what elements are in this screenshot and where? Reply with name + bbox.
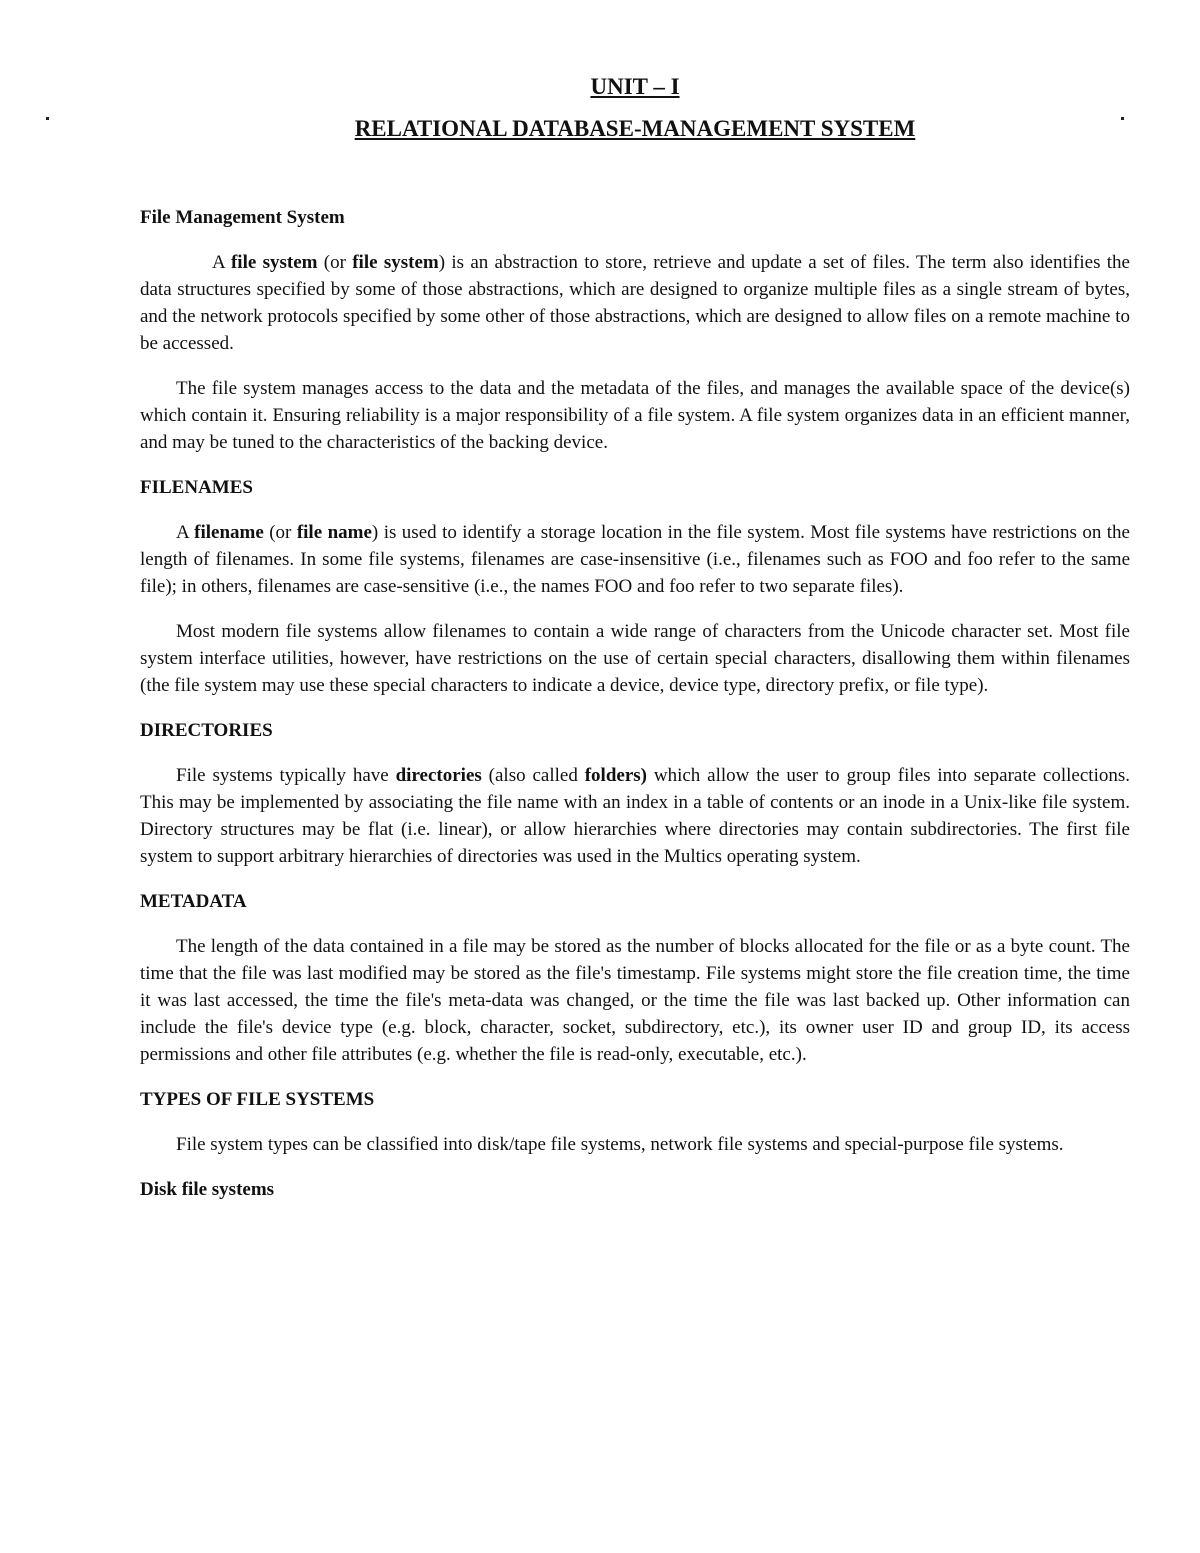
heading-disk-file-systems: Disk file systems xyxy=(140,1179,275,1200)
heading-directories: DIRECTORIES xyxy=(140,720,273,741)
paragraph-fms-2: The file system manages access to the data and the metadata of the files, and manages the available space of the device(s) which contain it. Ensuring reliability is a major responsibility of a file system. A file system organizes data in an efficient manner, and may be tuned to the characteristics of the backing device. xyxy=(140,378,1130,453)
heading-metadata: METADATA xyxy=(140,891,247,912)
paragraph-fms-1: A file system (or file system) is an abstraction to store, retrieve and update a set of files. The term also identifies the data structures specified by some of those abstractions, which are designed to organize multiple files as a single stream of bytes, and the network protocols specified by some other of those abstractions, which are designed to allow files on a remote machine to be accessed. xyxy=(140,252,1130,354)
paragraph-filenames-1: A filename (or file name) is used to identify a storage location in the file system. Most file systems have restrictions on the length of filenames. In some file systems, filenames are case-insensitive (i.e., filenames such as FOO and foo refer to the same file); in others, filenames are case-sensitive (i.e., the names FOO and foo refer to two separate files). xyxy=(140,522,1130,597)
paragraph-types-1: File system types can be classified into disk/tape file systems, network file systems and special-purpose file systems. xyxy=(176,1134,1064,1155)
document-page xyxy=(140,70,1130,1203)
unit-title: UNIT – I xyxy=(590,74,680,99)
heading-filenames: FILENAMES xyxy=(140,477,253,498)
heading-types-of-file-systems: TYPES OF FILE SYSTEMS xyxy=(140,1089,375,1110)
paragraph-filenames-2: Most modern file systems allow filenames to contain a wide range of characters from the Unicode character set. Most file system interface utilities, however, have restrictions on the use of certain special characters, disallowing them within filenames (the file system may use these special characters to indicate a device, device type, directory prefix, or file type). xyxy=(140,621,1130,696)
paragraph-metadata-1: The length of the data contained in a file may be stored as the number of blocks allocated for the file or as a byte count. The time that the file was last modified may be stored as the file's timestamp. File systems might store the file creation time, the time it was last accessed, the time the file's meta-data was changed, or the time the file was last backed up. Other information can include the file's device type (e.g. block, character, socket, subdirectory, etc.), its owner user ID and group ID, its access permissions and other file attributes (e.g. whether the file is read-only, executable, etc.). xyxy=(140,936,1130,1065)
heading-file-management-system: File Management System xyxy=(140,207,345,228)
margin-dot-left xyxy=(46,117,49,120)
page-title: RELATIONAL DATABASE-MANAGEMENT SYSTEM xyxy=(354,116,916,141)
paragraph-directories-1: File systems typically have directories (also called folders) which allow the user to group files into separate collections. This may be implemented by associating the file name with an index in a table of contents or an inode in a Unix-like file system. Directory structures may be flat (i.e. linear), or allow hierarchies where directories may contain subdirectories. The first file system to support arbitrary hierarchies of directories was used in the Multics operating system. xyxy=(140,765,1130,867)
